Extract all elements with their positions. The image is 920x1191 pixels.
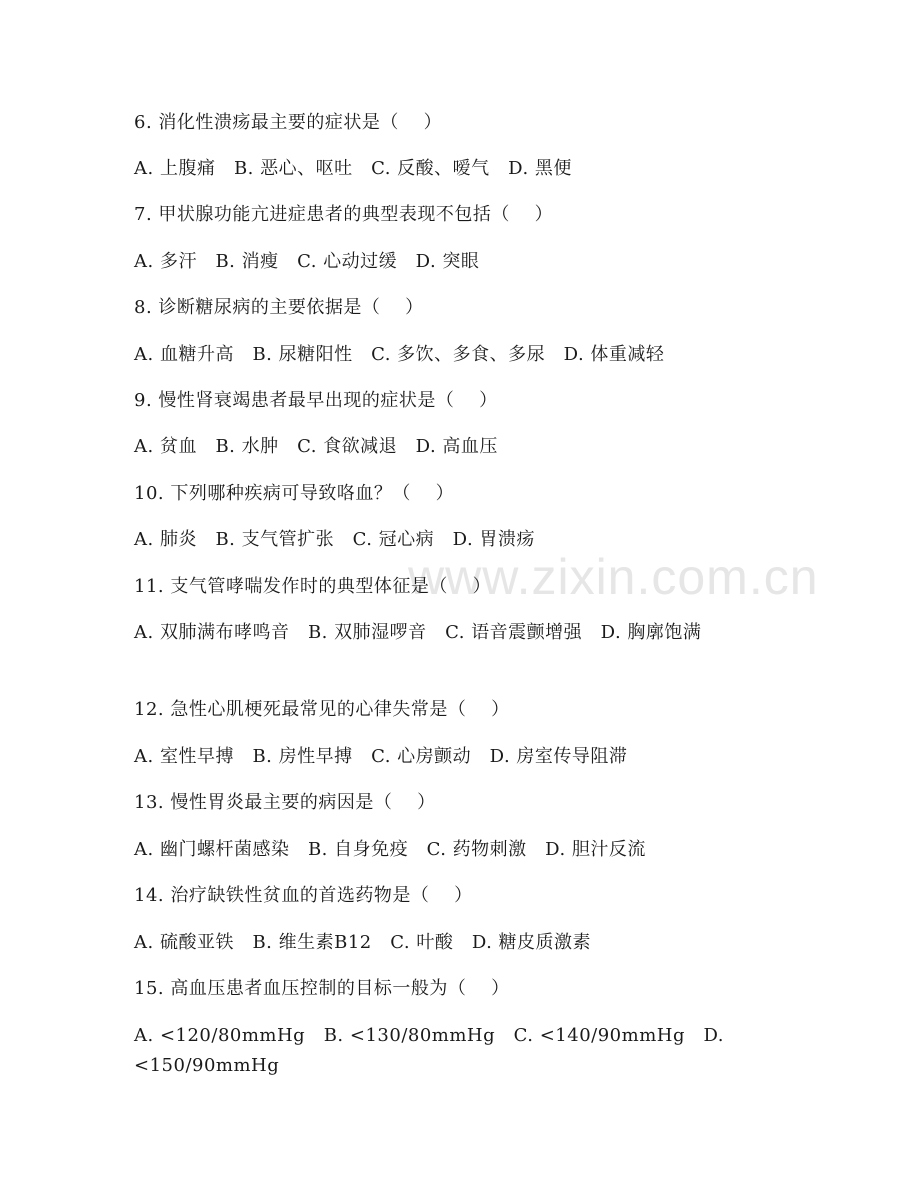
question-15-options: A. <120/80mmHg B. <130/80mmHg C. <140/90mmHg D. <150/90mmHg bbox=[134, 1025, 724, 1076]
question-15-stem: 15. 高血压患者血压控制的目标一般为（ ） bbox=[134, 978, 510, 999]
question-11-stem: 11. 支气管哮喘发作时的典型体征是（ ） bbox=[134, 576, 492, 597]
watermark: www.zixin.com.cn bbox=[408, 549, 819, 605]
question-10-options: A. 肺炎 B. 支气管扩张 C. 冠心病 D. 胃溃疡 bbox=[134, 529, 535, 550]
question-7-options: A. 多汗 B. 消瘦 C. 心动过缓 D. 突眼 bbox=[134, 251, 480, 272]
question-9-stem: 9. 慢性肾衰竭患者最早出现的症状是（ ） bbox=[134, 390, 498, 411]
question-12-stem: 12. 急性心肌梗死最常见的心律失常是（ ） bbox=[134, 699, 510, 720]
question-8-options: A. 血糖升高 B. 尿糖阳性 C. 多饮、多食、多尿 D. 体重减轻 bbox=[134, 344, 665, 365]
question-12-options: A. 室性早搏 B. 房性早搏 C. 心房颤动 D. 房室传导阻滞 bbox=[134, 746, 628, 767]
question-9-options: A. 贫血 B. 水肿 C. 食欲减退 D. 高血压 bbox=[134, 436, 498, 457]
question-10-stem: 10. 下列哪种疾病可导致咯血？（ ） bbox=[134, 483, 455, 504]
question-7-stem: 7. 甲状腺功能亢进症患者的典型表现不包括（ ） bbox=[134, 204, 554, 225]
question-6-options: A. 上腹痛 B. 恶心、呕吐 C. 反酸、嗳气 D. 黑便 bbox=[134, 158, 572, 179]
question-6-stem: 6. 消化性溃疡最主要的症状是（ ） bbox=[134, 112, 443, 133]
question-14-stem: 14. 治疗缺铁性贫血的首选药物是（ ） bbox=[134, 885, 473, 906]
question-11-options: A. 双肺满布哮鸣音 B. 双肺湿啰音 C. 语音震颤增强 D. 胸廓饱满 bbox=[134, 622, 702, 643]
question-13-stem: 13. 慢性胃炎最主要的病因是（ ） bbox=[134, 792, 436, 813]
question-14-options: A. 硫酸亚铁 B. 维生素B12 C. 叶酸 D. 糖皮质激素 bbox=[134, 932, 592, 953]
question-13-options: A. 幽门螺杆菌感染 B. 自身免疫 C. 药物刺激 D. 胆汁反流 bbox=[134, 839, 646, 860]
question-8-stem: 8. 诊断糖尿病的主要依据是（ ） bbox=[134, 297, 424, 318]
